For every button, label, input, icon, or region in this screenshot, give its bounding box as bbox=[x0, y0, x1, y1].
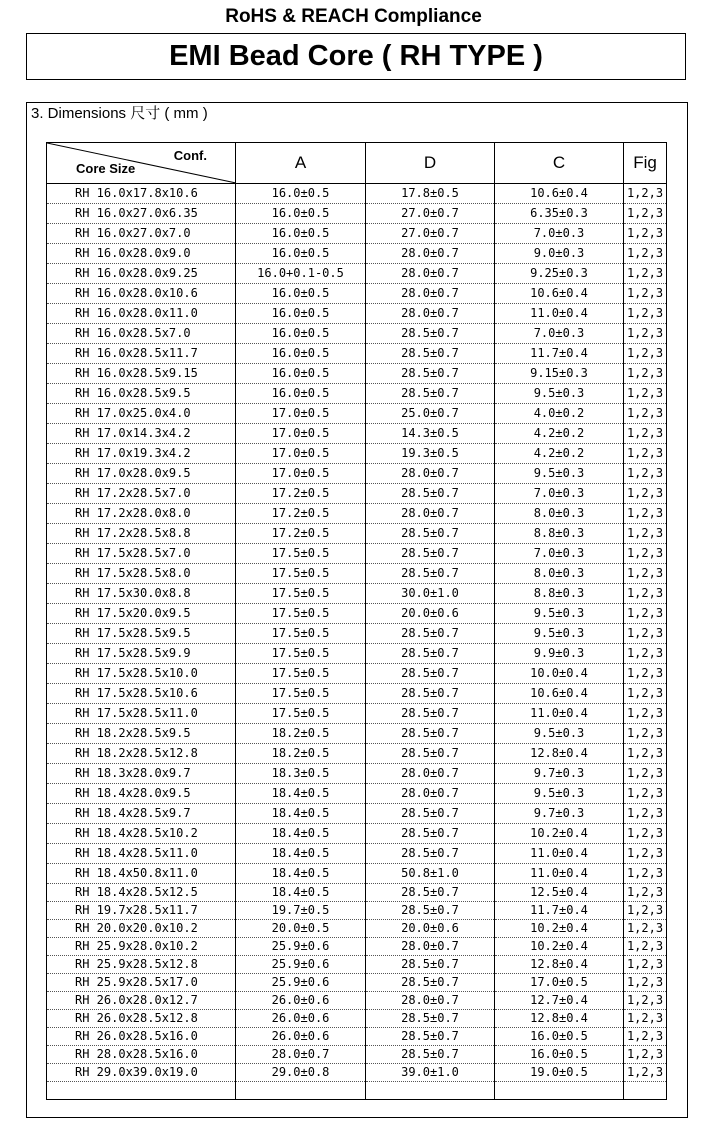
core-size-cell: RH 25.9x28.5x17.0 bbox=[47, 974, 236, 992]
core-size-cell: RH 16.0x28.0x9.0 bbox=[47, 244, 236, 264]
dim-c-cell: 8.8±0.3 bbox=[495, 524, 624, 544]
fig-cell: 1,2,3 bbox=[624, 524, 667, 544]
dim-a-cell: 17.5±0.5 bbox=[236, 624, 366, 644]
dim-a-cell: 26.0±0.6 bbox=[236, 992, 366, 1010]
core-size-cell: RH 18.2x28.5x12.8 bbox=[47, 744, 236, 764]
dim-c-cell: 10.2±0.4 bbox=[495, 824, 624, 844]
dim-c-cell: 4.0±0.2 bbox=[495, 404, 624, 424]
dim-c-cell: 9.9±0.3 bbox=[495, 644, 624, 664]
core-size-label: Core Size bbox=[76, 161, 136, 176]
fig-cell: 1,2,3 bbox=[624, 724, 667, 744]
fig-cell: 1,2,3 bbox=[624, 974, 667, 992]
core-size-cell: RH 18.2x28.5x9.5 bbox=[47, 724, 236, 744]
fig-cell: 1,2,3 bbox=[624, 564, 667, 584]
fig-cell: 1,2,3 bbox=[624, 744, 667, 764]
core-size-cell: RH 18.4x28.5x11.0 bbox=[47, 844, 236, 864]
core-size-cell: RH 17.0x25.0x4.0 bbox=[47, 404, 236, 424]
table-row bbox=[47, 324, 667, 344]
dim-c-cell: 9.25±0.3 bbox=[495, 264, 624, 284]
fig-cell: 1,2,3 bbox=[624, 764, 667, 784]
dim-c-cell: 11.0±0.4 bbox=[495, 704, 624, 724]
fig-cell: 1,2,3 bbox=[624, 584, 667, 604]
table-row bbox=[47, 938, 667, 956]
dim-d-cell: 19.3±0.5 bbox=[366, 444, 495, 464]
table-row bbox=[47, 564, 667, 584]
table-row bbox=[47, 804, 667, 824]
fig-cell: 1,2,3 bbox=[624, 464, 667, 484]
dim-a-cell: 17.5±0.5 bbox=[236, 684, 366, 704]
fig-cell: 1,2,3 bbox=[624, 204, 667, 224]
dim-d-cell: 28.5±0.7 bbox=[366, 484, 495, 504]
dim-a-cell: 17.5±0.5 bbox=[236, 564, 366, 584]
dim-a-cell: 16.0±0.5 bbox=[236, 324, 366, 344]
dim-a-cell: 16.0±0.5 bbox=[236, 384, 366, 404]
dim-a-cell: 16.0±0.5 bbox=[236, 284, 366, 304]
dim-a-cell: 17.5±0.5 bbox=[236, 584, 366, 604]
dim-a-cell: 16.0±0.5 bbox=[236, 244, 366, 264]
table-row bbox=[47, 684, 667, 704]
dim-a-cell: 18.4±0.5 bbox=[236, 844, 366, 864]
dim-d-cell: 20.0±0.6 bbox=[366, 604, 495, 624]
fig-cell: 1,2,3 bbox=[624, 404, 667, 424]
table-row bbox=[47, 264, 667, 284]
table-row bbox=[47, 784, 667, 804]
core-size-cell: RH 16.0x28.0x10.6 bbox=[47, 284, 236, 304]
dim-a-cell: 16.0±0.5 bbox=[236, 344, 366, 364]
dim-c-cell: 11.7±0.4 bbox=[495, 344, 624, 364]
core-size-cell: RH 16.0x28.0x9.25 bbox=[47, 264, 236, 284]
empty-cell bbox=[624, 1082, 667, 1100]
dim-d-cell: 28.0±0.7 bbox=[366, 504, 495, 524]
dim-a-cell: 25.9±0.6 bbox=[236, 956, 366, 974]
dim-c-cell: 9.5±0.3 bbox=[495, 384, 624, 404]
dim-d-cell: 28.5±0.7 bbox=[366, 544, 495, 564]
dim-d-cell: 50.8±1.0 bbox=[366, 864, 495, 884]
dim-c-cell: 10.6±0.4 bbox=[495, 184, 624, 204]
core-size-cell: RH 17.2x28.5x7.0 bbox=[47, 484, 236, 504]
dim-a-cell: 18.4±0.5 bbox=[236, 784, 366, 804]
table-row bbox=[47, 902, 667, 920]
dim-d-cell: 25.0±0.7 bbox=[366, 404, 495, 424]
dim-a-cell: 25.9±0.6 bbox=[236, 938, 366, 956]
column-header-a: A bbox=[236, 143, 366, 184]
table-row bbox=[47, 956, 667, 974]
fig-cell: 1,2,3 bbox=[624, 364, 667, 384]
core-size-cell: RH 18.4x28.5x12.5 bbox=[47, 884, 236, 902]
table-row bbox=[47, 1046, 667, 1064]
table-row bbox=[47, 644, 667, 664]
table-row bbox=[47, 384, 667, 404]
fig-cell: 1,2,3 bbox=[624, 864, 667, 884]
dim-d-cell: 28.5±0.7 bbox=[366, 1010, 495, 1028]
dim-c-cell: 9.5±0.3 bbox=[495, 784, 624, 804]
dim-d-cell: 28.5±0.7 bbox=[366, 384, 495, 404]
core-size-cell: RH 16.0x28.5x9.15 bbox=[47, 364, 236, 384]
core-size-cell: RH 17.5x28.5x7.0 bbox=[47, 544, 236, 564]
table-row bbox=[47, 884, 667, 902]
dim-a-cell: 17.5±0.5 bbox=[236, 664, 366, 684]
table-row bbox=[47, 404, 667, 424]
dim-a-cell: 16.0±0.5 bbox=[236, 364, 366, 384]
dim-a-cell: 16.0±0.5 bbox=[236, 184, 366, 204]
fig-cell: 1,2,3 bbox=[624, 704, 667, 724]
table-row bbox=[47, 624, 667, 644]
fig-cell: 1,2,3 bbox=[624, 644, 667, 664]
core-size-cell: RH 16.0x28.5x7.0 bbox=[47, 324, 236, 344]
dim-c-cell: 12.7±0.4 bbox=[495, 992, 624, 1010]
table-row bbox=[47, 744, 667, 764]
dim-a-cell: 17.5±0.5 bbox=[236, 644, 366, 664]
dim-d-cell: 28.5±0.7 bbox=[366, 524, 495, 544]
dim-d-cell: 28.5±0.7 bbox=[366, 684, 495, 704]
section-title: 3. Dimensions 尺寸 ( mm ) bbox=[31, 105, 208, 122]
fig-cell: 1,2,3 bbox=[624, 284, 667, 304]
column-header-fig: Fig bbox=[624, 143, 667, 184]
dim-a-cell: 17.5±0.5 bbox=[236, 544, 366, 564]
dim-c-cell: 7.0±0.3 bbox=[495, 224, 624, 244]
dim-a-cell: 20.0±0.5 bbox=[236, 920, 366, 938]
dim-d-cell: 28.5±0.7 bbox=[366, 884, 495, 902]
dim-d-cell: 28.5±0.7 bbox=[366, 664, 495, 684]
dim-a-cell: 17.0±0.5 bbox=[236, 464, 366, 484]
dim-c-cell: 11.0±0.4 bbox=[495, 864, 624, 884]
fig-cell: 1,2,3 bbox=[624, 784, 667, 804]
fig-cell: 1,2,3 bbox=[624, 920, 667, 938]
fig-cell: 1,2,3 bbox=[624, 444, 667, 464]
dim-c-cell: 19.0±0.5 bbox=[495, 1064, 624, 1082]
dim-a-cell: 17.2±0.5 bbox=[236, 524, 366, 544]
dim-c-cell: 7.0±0.3 bbox=[495, 544, 624, 564]
dim-a-cell: 18.4±0.5 bbox=[236, 884, 366, 902]
dim-c-cell: 10.6±0.4 bbox=[495, 684, 624, 704]
core-size-cell: RH 16.0x27.0x7.0 bbox=[47, 224, 236, 244]
core-size-cell: RH 16.0x27.0x6.35 bbox=[47, 204, 236, 224]
fig-cell: 1,2,3 bbox=[624, 804, 667, 824]
fig-cell: 1,2,3 bbox=[624, 324, 667, 344]
dim-c-cell: 7.0±0.3 bbox=[495, 484, 624, 504]
table-body bbox=[47, 184, 667, 1100]
table-row bbox=[47, 584, 667, 604]
fig-cell: 1,2,3 bbox=[624, 824, 667, 844]
table-row bbox=[47, 284, 667, 304]
table-row bbox=[47, 992, 667, 1010]
dim-a-cell: 16.0±0.5 bbox=[236, 224, 366, 244]
core-size-cell: RH 28.0x28.5x16.0 bbox=[47, 1046, 236, 1064]
dim-d-cell: 28.0±0.7 bbox=[366, 464, 495, 484]
dim-d-cell: 28.5±0.7 bbox=[366, 744, 495, 764]
fig-cell: 1,2,3 bbox=[624, 1064, 667, 1082]
fig-cell: 1,2,3 bbox=[624, 224, 667, 244]
table-row bbox=[47, 484, 667, 504]
column-header-d: D bbox=[366, 143, 495, 184]
dim-a-cell: 16.0±0.5 bbox=[236, 204, 366, 224]
dim-d-cell: 28.0±0.7 bbox=[366, 938, 495, 956]
dim-c-cell: 9.5±0.3 bbox=[495, 724, 624, 744]
fig-cell: 1,2,3 bbox=[624, 844, 667, 864]
dim-d-cell: 28.5±0.7 bbox=[366, 724, 495, 744]
dim-a-cell: 18.3±0.5 bbox=[236, 764, 366, 784]
table-row bbox=[47, 524, 667, 544]
dim-d-cell: 28.5±0.7 bbox=[366, 1046, 495, 1064]
fig-cell: 1,2,3 bbox=[624, 1028, 667, 1046]
dimensions-section bbox=[26, 102, 688, 1118]
core-size-cell: RH 18.4x50.8x11.0 bbox=[47, 864, 236, 884]
dim-a-cell: 17.0±0.5 bbox=[236, 444, 366, 464]
empty-row bbox=[47, 1082, 667, 1100]
dim-d-cell: 28.0±0.7 bbox=[366, 304, 495, 324]
dim-a-cell: 17.5±0.5 bbox=[236, 704, 366, 724]
core-size-cell: RH 26.0x28.5x16.0 bbox=[47, 1028, 236, 1046]
column-header-c: C bbox=[495, 143, 624, 184]
fig-cell: 1,2,3 bbox=[624, 604, 667, 624]
dim-a-cell: 26.0±0.6 bbox=[236, 1010, 366, 1028]
dim-c-cell: 10.6±0.4 bbox=[495, 284, 624, 304]
empty-cell bbox=[47, 1082, 236, 1100]
core-size-cell: RH 16.0x17.8x10.6 bbox=[47, 184, 236, 204]
table-row bbox=[47, 504, 667, 524]
document-title: EMI Bead Core ( RH TYPE ) bbox=[26, 33, 686, 80]
fig-cell: 1,2,3 bbox=[624, 184, 667, 204]
dim-c-cell: 12.8±0.4 bbox=[495, 744, 624, 764]
fig-cell: 1,2,3 bbox=[624, 244, 667, 264]
dim-a-cell: 29.0±0.8 bbox=[236, 1064, 366, 1082]
empty-cell bbox=[495, 1082, 624, 1100]
table-row bbox=[47, 724, 667, 744]
dim-d-cell: 28.5±0.7 bbox=[366, 956, 495, 974]
table-row bbox=[47, 424, 667, 444]
dim-d-cell: 28.5±0.7 bbox=[366, 344, 495, 364]
table-row bbox=[47, 974, 667, 992]
core-size-cell: RH 17.0x14.3x4.2 bbox=[47, 424, 236, 444]
dim-c-cell: 11.0±0.4 bbox=[495, 844, 624, 864]
core-size-cell: RH 17.5x28.5x10.6 bbox=[47, 684, 236, 704]
dim-a-cell: 18.4±0.5 bbox=[236, 804, 366, 824]
dim-c-cell: 10.2±0.4 bbox=[495, 920, 624, 938]
core-size-cell: RH 17.2x28.0x8.0 bbox=[47, 504, 236, 524]
dim-a-cell: 17.5±0.5 bbox=[236, 604, 366, 624]
dim-d-cell: 28.5±0.7 bbox=[366, 644, 495, 664]
core-size-cell: RH 17.5x28.5x8.0 bbox=[47, 564, 236, 584]
fig-cell: 1,2,3 bbox=[624, 956, 667, 974]
dim-a-cell: 17.0±0.5 bbox=[236, 404, 366, 424]
dim-c-cell: 9.5±0.3 bbox=[495, 604, 624, 624]
table-row bbox=[47, 1010, 667, 1028]
dim-a-cell: 16.0+0.1-0.5 bbox=[236, 264, 366, 284]
dim-a-cell: 16.0±0.5 bbox=[236, 304, 366, 324]
core-size-cell: RH 16.0x28.5x11.7 bbox=[47, 344, 236, 364]
dim-d-cell: 28.5±0.7 bbox=[366, 974, 495, 992]
dim-d-cell: 27.0±0.7 bbox=[366, 204, 495, 224]
table-row bbox=[47, 1028, 667, 1046]
table-row bbox=[47, 764, 667, 784]
table-row bbox=[47, 704, 667, 724]
dim-c-cell: 9.15±0.3 bbox=[495, 364, 624, 384]
dim-d-cell: 28.0±0.7 bbox=[366, 764, 495, 784]
fig-cell: 1,2,3 bbox=[624, 1046, 667, 1064]
table-row bbox=[47, 544, 667, 564]
fig-cell: 1,2,3 bbox=[624, 664, 667, 684]
dim-c-cell: 8.8±0.3 bbox=[495, 584, 624, 604]
table-row bbox=[47, 864, 667, 884]
fig-cell: 1,2,3 bbox=[624, 938, 667, 956]
core-size-cell: RH 17.5x28.5x9.5 bbox=[47, 624, 236, 644]
empty-cell bbox=[366, 1082, 495, 1100]
core-size-cell: RH 17.0x28.0x9.5 bbox=[47, 464, 236, 484]
dim-a-cell: 25.9±0.6 bbox=[236, 974, 366, 992]
dim-c-cell: 10.0±0.4 bbox=[495, 664, 624, 684]
table-row bbox=[47, 824, 667, 844]
dim-d-cell: 28.5±0.7 bbox=[366, 1028, 495, 1046]
dim-d-cell: 28.5±0.7 bbox=[366, 844, 495, 864]
dim-a-cell: 17.0±0.5 bbox=[236, 424, 366, 444]
corner-header-cell bbox=[47, 143, 236, 184]
dim-d-cell: 30.0±1.0 bbox=[366, 584, 495, 604]
core-size-cell: RH 18.4x28.5x10.2 bbox=[47, 824, 236, 844]
dim-d-cell: 28.0±0.7 bbox=[366, 264, 495, 284]
fig-cell: 1,2,3 bbox=[624, 424, 667, 444]
fig-cell: 1,2,3 bbox=[624, 992, 667, 1010]
dim-d-cell: 28.0±0.7 bbox=[366, 284, 495, 304]
dim-d-cell: 17.8±0.5 bbox=[366, 184, 495, 204]
fig-cell: 1,2,3 bbox=[624, 1010, 667, 1028]
dim-a-cell: 19.7±0.5 bbox=[236, 902, 366, 920]
dim-c-cell: 4.2±0.2 bbox=[495, 444, 624, 464]
dim-d-cell: 28.5±0.7 bbox=[366, 804, 495, 824]
dim-c-cell: 6.35±0.3 bbox=[495, 204, 624, 224]
dim-d-cell: 28.5±0.7 bbox=[366, 824, 495, 844]
dim-a-cell: 17.2±0.5 bbox=[236, 484, 366, 504]
fig-cell: 1,2,3 bbox=[624, 504, 667, 524]
table-row bbox=[47, 464, 667, 484]
compliance-heading: RoHS & REACH Compliance bbox=[225, 6, 482, 27]
dim-c-cell: 16.0±0.5 bbox=[495, 1028, 624, 1046]
table-row bbox=[47, 604, 667, 624]
dim-d-cell: 28.5±0.7 bbox=[366, 364, 495, 384]
dim-d-cell: 28.0±0.7 bbox=[366, 992, 495, 1010]
dim-c-cell: 16.0±0.5 bbox=[495, 1046, 624, 1064]
fig-cell: 1,2,3 bbox=[624, 902, 667, 920]
fig-cell: 1,2,3 bbox=[624, 544, 667, 564]
dim-a-cell: 18.4±0.5 bbox=[236, 864, 366, 884]
table-row bbox=[47, 224, 667, 244]
dim-c-cell: 12.5±0.4 bbox=[495, 884, 624, 902]
dim-c-cell: 11.0±0.4 bbox=[495, 304, 624, 324]
table-row bbox=[47, 304, 667, 324]
dim-c-cell: 9.7±0.3 bbox=[495, 764, 624, 784]
dim-d-cell: 28.5±0.7 bbox=[366, 324, 495, 344]
dim-c-cell: 9.5±0.3 bbox=[495, 464, 624, 484]
core-size-cell: RH 17.5x20.0x9.5 bbox=[47, 604, 236, 624]
dim-c-cell: 9.0±0.3 bbox=[495, 244, 624, 264]
dim-c-cell: 12.8±0.4 bbox=[495, 1010, 624, 1028]
table-row bbox=[47, 204, 667, 224]
dimensions-table bbox=[46, 142, 667, 1100]
dim-d-cell: 28.0±0.7 bbox=[366, 784, 495, 804]
dim-a-cell: 17.2±0.5 bbox=[236, 504, 366, 524]
dim-c-cell: 8.0±0.3 bbox=[495, 504, 624, 524]
core-size-cell: RH 17.5x28.5x9.9 bbox=[47, 644, 236, 664]
fig-cell: 1,2,3 bbox=[624, 624, 667, 644]
conf-label: Conf. bbox=[173, 148, 207, 163]
core-size-cell: RH 17.5x28.5x11.0 bbox=[47, 704, 236, 724]
core-size-cell: RH 25.9x28.5x12.8 bbox=[47, 956, 236, 974]
table-row bbox=[47, 664, 667, 684]
fig-cell: 1,2,3 bbox=[624, 384, 667, 404]
fig-cell: 1,2,3 bbox=[624, 264, 667, 284]
core-size-cell: RH 16.0x28.5x9.5 bbox=[47, 384, 236, 404]
table-row bbox=[47, 244, 667, 264]
dim-d-cell: 28.5±0.7 bbox=[366, 902, 495, 920]
core-size-cell: RH 29.0x39.0x19.0 bbox=[47, 1064, 236, 1082]
core-size-cell: RH 18.3x28.0x9.7 bbox=[47, 764, 236, 784]
fig-cell: 1,2,3 bbox=[624, 484, 667, 504]
dim-c-cell: 7.0±0.3 bbox=[495, 324, 624, 344]
dim-a-cell: 26.0±0.6 bbox=[236, 1028, 366, 1046]
dim-d-cell: 27.0±0.7 bbox=[366, 224, 495, 244]
fig-cell: 1,2,3 bbox=[624, 684, 667, 704]
dim-a-cell: 18.2±0.5 bbox=[236, 744, 366, 764]
core-size-cell: RH 18.4x28.0x9.5 bbox=[47, 784, 236, 804]
dim-c-cell: 17.0±0.5 bbox=[495, 974, 624, 992]
table-row bbox=[47, 364, 667, 384]
dim-a-cell: 28.0±0.7 bbox=[236, 1046, 366, 1064]
dim-d-cell: 28.5±0.7 bbox=[366, 704, 495, 724]
dim-d-cell: 39.0±1.0 bbox=[366, 1064, 495, 1082]
dim-c-cell: 12.8±0.4 bbox=[495, 956, 624, 974]
table-row bbox=[47, 444, 667, 464]
table-row bbox=[47, 920, 667, 938]
core-size-cell: RH 17.0x19.3x4.2 bbox=[47, 444, 236, 464]
table-row bbox=[47, 1064, 667, 1082]
dim-c-cell: 11.7±0.4 bbox=[495, 902, 624, 920]
dim-a-cell: 18.4±0.5 bbox=[236, 824, 366, 844]
dim-d-cell: 28.5±0.7 bbox=[366, 564, 495, 584]
table-row bbox=[47, 184, 667, 204]
table-row bbox=[47, 844, 667, 864]
fig-cell: 1,2,3 bbox=[624, 884, 667, 902]
core-size-cell: RH 17.5x30.0x8.8 bbox=[47, 584, 236, 604]
table-row bbox=[47, 344, 667, 364]
core-size-cell: RH 25.9x28.0x10.2 bbox=[47, 938, 236, 956]
core-size-cell: RH 17.5x28.5x10.0 bbox=[47, 664, 236, 684]
dim-d-cell: 28.0±0.7 bbox=[366, 244, 495, 264]
dim-c-cell: 10.2±0.4 bbox=[495, 938, 624, 956]
core-size-cell: RH 16.0x28.0x11.0 bbox=[47, 304, 236, 324]
core-size-cell: RH 18.4x28.5x9.7 bbox=[47, 804, 236, 824]
core-size-cell: RH 26.0x28.0x12.7 bbox=[47, 992, 236, 1010]
table-header-row bbox=[47, 143, 667, 184]
empty-cell bbox=[236, 1082, 366, 1100]
fig-cell: 1,2,3 bbox=[624, 304, 667, 324]
dim-d-cell: 28.5±0.7 bbox=[366, 624, 495, 644]
dim-c-cell: 9.5±0.3 bbox=[495, 624, 624, 644]
dim-c-cell: 9.7±0.3 bbox=[495, 804, 624, 824]
core-size-cell: RH 19.7x28.5x11.7 bbox=[47, 902, 236, 920]
dim-d-cell: 14.3±0.5 bbox=[366, 424, 495, 444]
dim-a-cell: 18.2±0.5 bbox=[236, 724, 366, 744]
dim-d-cell: 20.0±0.6 bbox=[366, 920, 495, 938]
dim-c-cell: 8.0±0.3 bbox=[495, 564, 624, 584]
core-size-cell: RH 20.0x20.0x10.2 bbox=[47, 920, 236, 938]
dim-c-cell: 4.2±0.2 bbox=[495, 424, 624, 444]
core-size-cell: RH 26.0x28.5x12.8 bbox=[47, 1010, 236, 1028]
core-size-cell: RH 17.2x28.5x8.8 bbox=[47, 524, 236, 544]
fig-cell: 1,2,3 bbox=[624, 344, 667, 364]
